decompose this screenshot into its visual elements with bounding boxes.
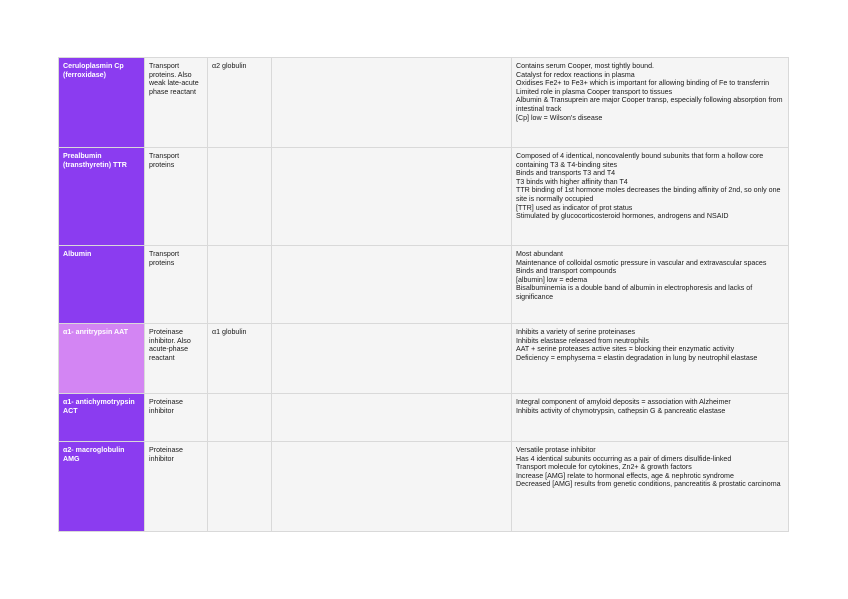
note-line: Albumin & Transuprein are major Cooper transp, especially following absorption from intestinal track [516, 96, 783, 113]
function-cell: Proteinase inhibitor [145, 442, 208, 532]
globulin-cell [208, 148, 272, 246]
function-cell: Transport proteins [145, 246, 208, 324]
notes-cell [512, 148, 789, 246]
table-row [59, 58, 789, 148]
blank-cell [272, 394, 512, 442]
note-line: Maintenance of colloidal osmotic pressure in vascular and extravascular spaces [516, 258, 767, 267]
protein-name-cell: α1- anritrypsin AAT [59, 324, 145, 394]
note-line: Binds and transport compounds [516, 267, 617, 276]
notes-cell [512, 394, 789, 442]
table-row [59, 394, 789, 442]
note-line: Composed of 4 identical, noncovalently bound subunits that form a hollow core containing T3 & T4-binding sites [516, 152, 764, 169]
function-cell: Transport proteins. Also weak late-acute phase reactant [145, 58, 208, 148]
globulin-cell [208, 246, 272, 324]
note-line: Catalyst for redox reactions in plasma [516, 70, 635, 79]
note-line: Oxidises Fe2+ to Fe3+ which is important for allowing binding of Fe to transferrin [516, 79, 770, 88]
globulin-cell: α1 globulin [208, 324, 272, 394]
note-line: Transport molecule for cytokines, Zn2+ & growth factors [516, 463, 692, 472]
notes-cell [512, 442, 789, 532]
blank-cell [272, 442, 512, 532]
note-line: Integral component of amyloid deposits = association with Alzheimer [516, 398, 731, 406]
notes-cell [512, 246, 789, 324]
note-line: [Cp] low = Wilson's disease [516, 113, 603, 122]
table-row [59, 148, 789, 246]
note-line: Binds and transports T3 and T4 [516, 169, 616, 178]
note-line: Bisalbuminemia is a double band of albumin in electrophoresis and lacks of significance [516, 284, 753, 301]
table-row [59, 246, 789, 324]
note-line: Deficiency = emphysema = elastin degradation in lung by neutrophil elastase [516, 353, 758, 362]
notes-cell [512, 324, 789, 394]
blank-cell [272, 246, 512, 324]
blank-cell [272, 58, 512, 148]
note-line: Versatile protase inhibitor [516, 446, 596, 454]
note-line: Has 4 identical subunits occurring as a pair of dimers disulfide-linked [516, 454, 732, 463]
note-line: Stimulated by glucocorticosteroid hormones, androgens and NSAID [516, 212, 729, 221]
note-line: Inhibits elastase released from neutrophils [516, 336, 649, 345]
function-cell: Transport proteins [145, 148, 208, 246]
note-line: Inhibits a variety of serine proteinases [516, 328, 636, 336]
plasma-protein-table [58, 57, 789, 532]
note-line: [TTR] used as indicator of prot status [516, 203, 633, 212]
note-line: Contains serum Cooper, most tightly bound. [516, 62, 655, 70]
protein-name-cell: Ceruloplasmin Cp (ferroxidase) [59, 58, 145, 148]
note-line: T3 binds with higher affinity than T4 [516, 177, 628, 186]
protein-name-cell: α2- macroglobulin AMG [59, 442, 145, 532]
function-cell: Proteinase inhibitor [145, 394, 208, 442]
table-body [59, 58, 789, 532]
protein-name-cell: Albumin [59, 246, 145, 324]
blank-cell [272, 148, 512, 246]
protein-name-cell: α1- antichymotrypsin ACT [59, 394, 145, 442]
blank-cell [272, 324, 512, 394]
note-line: Limited role in plasma Cooper transport to tissues [516, 87, 673, 96]
globulin-cell: α2 globulin [208, 58, 272, 148]
note-line: Most abundant [516, 250, 563, 258]
table-row [59, 324, 789, 394]
note-line: Decreased [AMG] results from genetic conditions, pancreatitis & prostatic carcinoma [516, 480, 781, 489]
note-line: AAT + serine proteases active sites = blocking their enzymatic activity [516, 345, 735, 354]
note-line: TTR binding of 1st hormone moles decreases the binding affinity of 2nd, so only one site is normally occupied [516, 186, 781, 203]
note-line: Increase [AMG] relate to hormonal effects, age & nephrotic syndrome [516, 471, 734, 480]
globulin-cell [208, 442, 272, 532]
note-line: [albumin] low = edema [516, 275, 588, 284]
notes-cell [512, 58, 789, 148]
table-row [59, 442, 789, 532]
protein-name-cell: Prealbumin (transthyretin) TTR [59, 148, 145, 246]
function-cell: Proteinase inhibitor. Also acute-phase reactant [145, 324, 208, 394]
note-line: Inhibits activity of chymotrypsin, cathepsin G & pancreatic elastase [516, 406, 726, 415]
globulin-cell [208, 394, 272, 442]
